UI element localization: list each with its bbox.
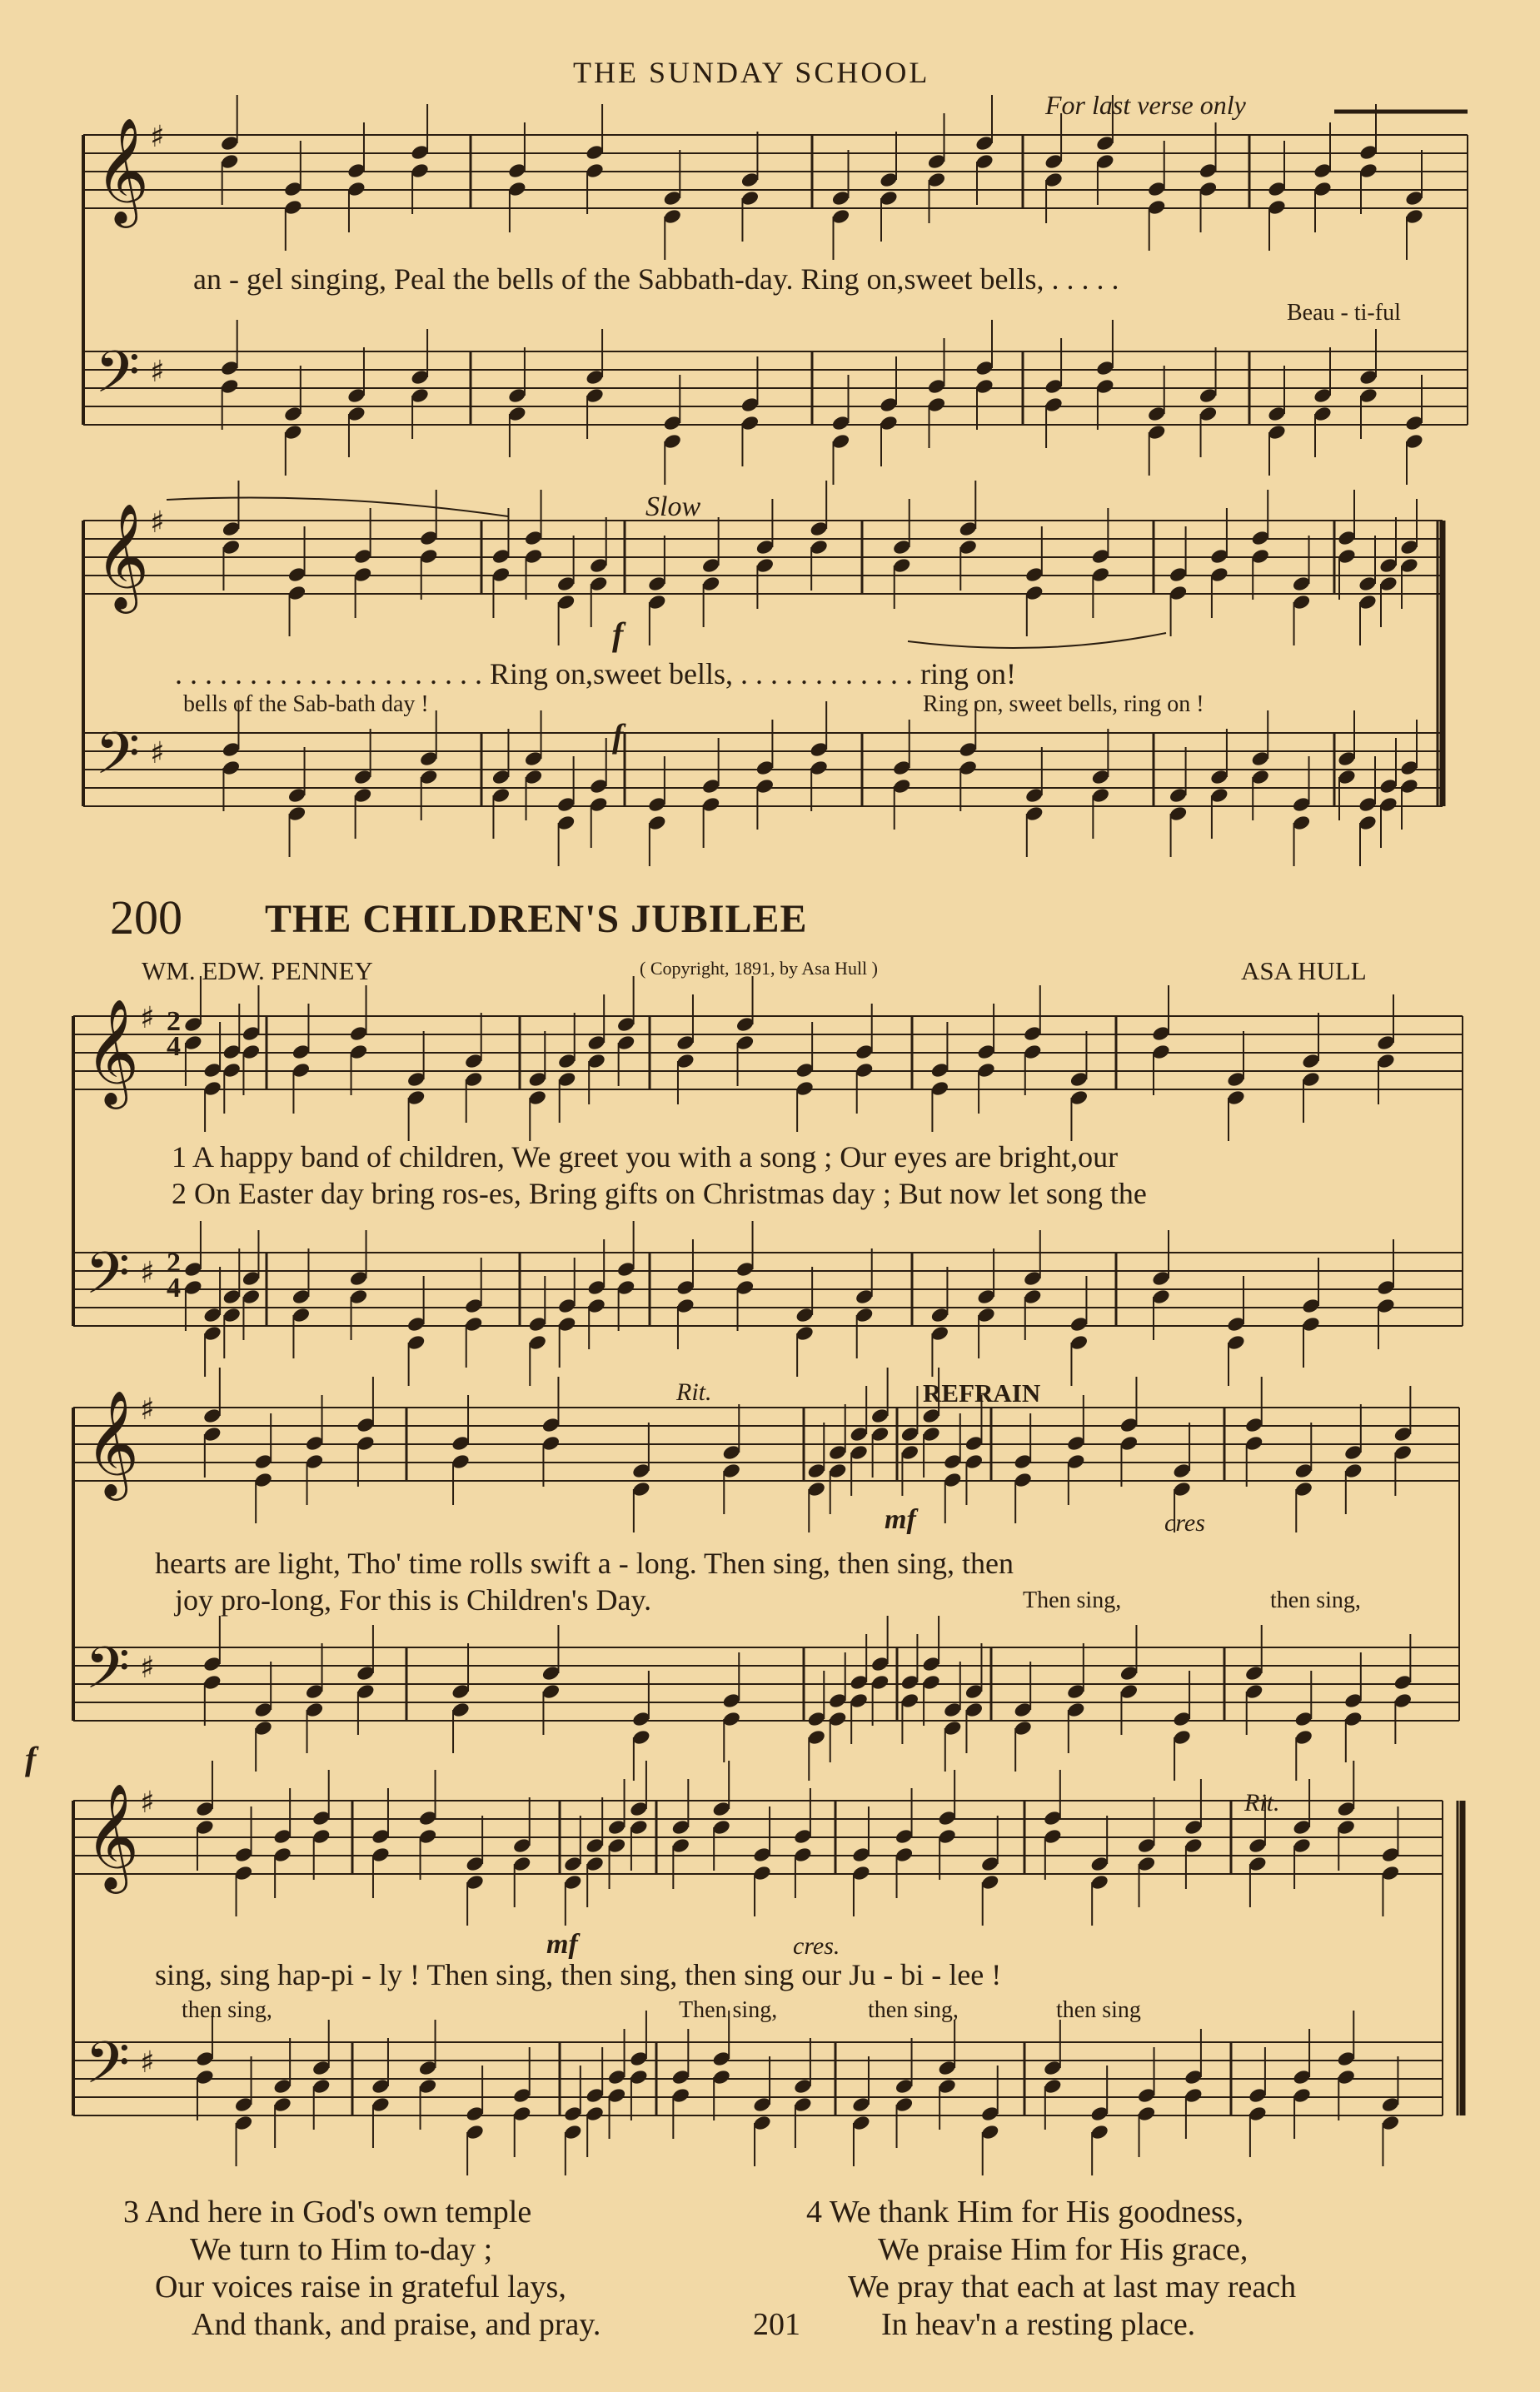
verse2-line2: joy pro-long, For this is Children's Day. <box>175 1583 652 1617</box>
dynamic-f-3: f <box>25 1740 37 1777</box>
key-signature-sharp: ♯ <box>150 506 165 540</box>
hymn-number: 200 <box>110 890 182 944</box>
bass-lyrics-system-1: Beau - ti-ful <box>1287 300 1401 326</box>
rit-2: Rit. <box>1244 1789 1280 1816</box>
time-sig-bass: 2 4 <box>167 1248 181 1303</box>
lyrics-system-2: . . . . . . . . . . . . . . . . . . . . . Ring on,sweet bells, . . . . . . . . . . . . ring on! <box>175 657 1016 690</box>
key-signature-sharp: ♯ <box>140 2046 155 2080</box>
verse-3-line-2: We turn to Him to-day ; <box>190 2232 493 2267</box>
echo-then-sing-2: then sing, <box>1270 1587 1361 1613</box>
rit-1: Rit. <box>676 1378 712 1406</box>
verse-4-line-2: We praise Him for His grace, <box>878 2232 1248 2267</box>
treble-clef: 𝄞 <box>95 117 150 223</box>
bass-clef: 𝄢 <box>85 1634 131 1716</box>
bass-lyrics-system-2-left: bells of the Sab-bath day ! <box>183 691 429 717</box>
time-sig-treble: 2 4 <box>167 1006 181 1062</box>
line3-lyrics: sing, sing hap-pi - ly ! Then sing, then sing, then sing our Ju - bi - lee ! <box>155 1958 1002 1991</box>
bass-clef: 𝄢 <box>95 338 141 420</box>
key-signature-sharp: ♯ <box>140 1393 155 1427</box>
line3-lower-3: then sing, <box>868 1997 959 2023</box>
refrain-label: REFRAIN <box>923 1378 1041 1408</box>
verse-3-line-3: Our voices raise in grateful lays, <box>155 2270 566 2305</box>
verse2-line1: 2 On Easter day bring ros-es, Bring gifts on Christmas day ; But now let song the <box>172 1177 1147 1210</box>
dynamic-mf-1: mf <box>885 1504 916 1535</box>
key-signature-sharp: ♯ <box>140 1001 155 1035</box>
bass-clef: 𝄢 <box>85 2029 131 2110</box>
bass-lyrics-system-2-right: Ring on, sweet bells, ring on ! <box>923 691 1204 717</box>
key-signature-sharp: ♯ <box>140 1256 155 1290</box>
key-signature-sharp: ♯ <box>150 355 165 389</box>
key-signature-sharp: ♯ <box>140 1651 155 1685</box>
cres-2: cres. <box>793 1932 840 1960</box>
verse-4-line-3: We pray that each at last may reach <box>848 2270 1297 2305</box>
slur <box>167 498 508 517</box>
verse1-line1: 1 A happy band of children, We greet you with a song ; Our eyes are bright,our <box>172 1140 1119 1174</box>
lyrics-system-1: an - gel singing, Peal the bells of the Sabbath-day. Ring on,sweet bells, . . . . . <box>193 262 1119 296</box>
slur <box>908 633 1166 648</box>
page-number: 201 <box>753 2307 800 2342</box>
verse-3-line-1: 3 And here in God's own temple <box>123 2195 532 2230</box>
line3-lower-1: then sing, <box>182 1997 272 2023</box>
treble-clef: 𝄞 <box>85 1782 140 1889</box>
key-signature-sharp: ♯ <box>140 1786 155 1820</box>
dynamic-f-2: f <box>612 615 624 653</box>
verse-4-line-4: In heav'n a resting place. <box>881 2307 1196 2342</box>
bass-clef: 𝄢 <box>85 1239 131 1321</box>
verse1-line2: hearts are light, Tho' time rolls swift a - long. Then sing, then sing, then <box>155 1547 1014 1580</box>
key-signature-sharp: ♯ <box>150 120 165 154</box>
treble-clef: 𝄞 <box>95 502 150 609</box>
running-head: THE SUNDAY SCHOOL <box>573 56 930 89</box>
tempo-slow: Slow <box>645 491 701 522</box>
line3-lower-4: then sing <box>1056 1997 1141 2023</box>
verse-4-line-1: 4 We thank Him for His goodness, <box>806 2195 1244 2230</box>
treble-clef: 𝄞 <box>85 998 140 1104</box>
verse-3-line-4: And thank, and praise, and pray. <box>192 2307 601 2342</box>
cres-1: cres <box>1164 1509 1205 1537</box>
hymn-composer: ASA HULL <box>1241 956 1367 985</box>
hymn-title: THE CHILDREN'S JUBILEE <box>265 897 808 941</box>
key-signature-sharp: ♯ <box>150 736 165 770</box>
hymn-copyright: ( Copyright, 1891, by Asa Hull ) <box>640 958 878 979</box>
direction-last-verse: For last verse only <box>1045 90 1246 120</box>
dynamic-mf-2: mf <box>546 1929 578 1960</box>
hymn-author: WM. EDW. PENNEY <box>142 956 373 985</box>
dynamic-f-1: f <box>612 717 624 755</box>
echo-then-sing-1: Then sing, <box>1023 1587 1122 1613</box>
bass-clef: 𝄢 <box>95 720 141 801</box>
line3-lower-2: Then sing, <box>679 1997 778 2023</box>
treble-clef: 𝄞 <box>85 1389 140 1496</box>
